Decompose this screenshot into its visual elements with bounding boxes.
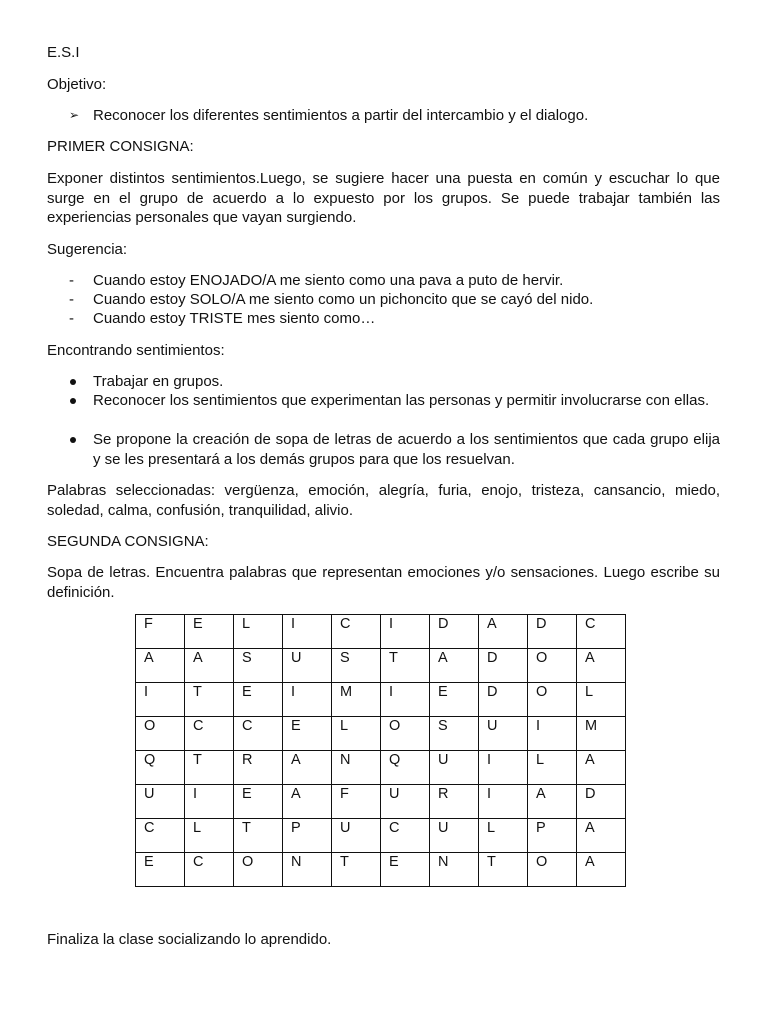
grid-cell: N [332, 751, 381, 785]
sugerencia-item [47, 271, 720, 291]
grid-cell: C [136, 819, 185, 853]
grid-cell: I [479, 751, 528, 785]
grid-cell: O [136, 717, 185, 751]
grid-cell: E [136, 853, 185, 887]
grid-cell: D [430, 615, 479, 649]
grid-row [136, 785, 626, 819]
dash-bullet-icon: - [69, 291, 74, 308]
grid-cell: O [381, 717, 430, 751]
grid-row [136, 649, 626, 683]
grid-cell: I [283, 615, 332, 649]
grid-cell: O [528, 649, 577, 683]
grid-cell: C [185, 717, 234, 751]
grid-cell: A [577, 819, 626, 853]
closing-text: Finaliza la clase socializando lo aprendido. [47, 931, 332, 948]
grid-cell: S [234, 649, 283, 683]
grid-cell: N [430, 853, 479, 887]
grid-cell: A [479, 615, 528, 649]
grid-cell: U [430, 751, 479, 785]
grid-cell: A [577, 751, 626, 785]
grid-cell: F [332, 785, 381, 819]
sugerencia-item-text: Cuando estoy SOLO/A me siento como un pichoncito que se cayó del nido. [93, 291, 594, 308]
grid-cell: E [381, 853, 430, 887]
grid-cell: C [577, 615, 626, 649]
grid-cell: A [528, 785, 577, 819]
grid-cell: S [430, 717, 479, 751]
grid-cell: S [332, 649, 381, 683]
grid-cell: U [479, 717, 528, 751]
grid-cell: L [185, 819, 234, 853]
grid-cell: A [136, 649, 185, 683]
grid-cell: O [528, 853, 577, 887]
grid-cell: E [283, 717, 332, 751]
grid-cell: L [528, 751, 577, 785]
grid-cell: I [136, 683, 185, 717]
sugerencia-item [47, 290, 720, 310]
primer-consigna-heading: PRIMER CONSIGNA: [47, 138, 194, 155]
encontrando-item-text: Trabajar en grupos. [93, 373, 224, 390]
grid-cell: E [234, 683, 283, 717]
encontrando-item-text: Reconocer los sentimientos que experimentan las personas y permitir involucrarse con ellas. [93, 392, 710, 409]
grid-cell: Q [136, 751, 185, 785]
grid-row [136, 819, 626, 853]
grid-cell: Q [381, 751, 430, 785]
grid-cell: O [528, 683, 577, 717]
grid-cell: U [381, 785, 430, 819]
segunda-consigna-text: Sopa de letras. Encuentra palabras que representan emociones y/o sensaciones. Luego escribe su definición. [47, 564, 720, 601]
grid-cell: D [577, 785, 626, 819]
primer-consigna-text: Exponer distintos sentimientos.Luego, se sugiere hacer una puesta en común y escuchar lo que surge en el grupo de acuerdo a lo expuesto por los grupos. Se puede trabajar también las experiencias personales que vayan surgiendo. [47, 170, 720, 226]
grid-cell: E [430, 683, 479, 717]
grid-cell: D [479, 649, 528, 683]
sugerencia-item-text: Cuando estoy ENOJADO/A me siento como una pava a puto de hervir. [93, 272, 564, 289]
grid-row [136, 751, 626, 785]
grid-row [136, 615, 626, 649]
document-title: E.S.I [47, 44, 80, 61]
segunda-consigna-heading: SEGUNDA CONSIGNA: [47, 533, 209, 550]
grid-cell: O [234, 853, 283, 887]
encontrando-item-text: Se propone la creación de sopa de letras de acuerdo a los sentimientos que cada grupo elija y se les presentará a los demás grupos para que los resuelvan. [93, 431, 720, 468]
grid-cell: L [479, 819, 528, 853]
grid-cell: F [136, 615, 185, 649]
grid-cell: P [283, 819, 332, 853]
grid-cell: D [528, 615, 577, 649]
grid-cell: I [381, 683, 430, 717]
grid-cell: U [332, 819, 381, 853]
grid-cell: M [332, 683, 381, 717]
objetivo-item [47, 106, 720, 126]
grid-cell: E [234, 785, 283, 819]
grid-cell: T [185, 683, 234, 717]
dot-bullet-icon [70, 437, 76, 443]
grid-cell: T [381, 649, 430, 683]
grid-cell: I [185, 785, 234, 819]
grid-cell: C [185, 853, 234, 887]
grid-cell: C [332, 615, 381, 649]
grid-cell: A [577, 853, 626, 887]
grid-cell: U [136, 785, 185, 819]
grid-cell: M [577, 717, 626, 751]
grid-cell: A [283, 751, 332, 785]
encontrando-item [47, 391, 720, 411]
encontrando-label: Encontrando sentimientos: [47, 342, 225, 359]
grid-cell: I [283, 683, 332, 717]
dot-bullet-icon [70, 379, 76, 385]
grid-cell: I [479, 785, 528, 819]
grid-cell: U [283, 649, 332, 683]
grid-cell: E [185, 615, 234, 649]
grid-cell: C [234, 717, 283, 751]
word-search-grid [135, 614, 626, 887]
grid-cell: T [234, 819, 283, 853]
sugerencia-label: Sugerencia: [47, 241, 128, 258]
grid-cell: R [430, 785, 479, 819]
grid-cell: T [479, 853, 528, 887]
dot-bullet-icon [70, 398, 76, 404]
arrow-bullet-icon: ➢ [69, 108, 80, 122]
encontrando-item [47, 372, 720, 392]
grid-row [136, 683, 626, 717]
grid-cell: A [283, 785, 332, 819]
grid-cell: A [185, 649, 234, 683]
grid-cell: L [234, 615, 283, 649]
grid-cell: L [577, 683, 626, 717]
grid-cell: D [479, 683, 528, 717]
encontrando-item [47, 430, 720, 469]
sugerencia-item [47, 309, 720, 329]
grid-cell: I [528, 717, 577, 751]
objetivo-label: Objetivo: [47, 76, 107, 93]
sugerencia-item-text: Cuando estoy TRISTE mes siento como… [93, 310, 376, 327]
grid-row [136, 853, 626, 887]
grid-cell: L [332, 717, 381, 751]
grid-row [136, 717, 626, 751]
palabras-seleccionadas: Palabras seleccionadas: vergüenza, emoción, alegría, furia, enojo, tristeza, cansancio, miedo, soledad, calma, confusión, tranquilidad, alivio. [47, 482, 720, 519]
grid-cell: N [283, 853, 332, 887]
grid-cell: R [234, 751, 283, 785]
grid-cell: T [332, 853, 381, 887]
grid-cell: C [381, 819, 430, 853]
grid-cell: U [430, 819, 479, 853]
grid-cell: A [430, 649, 479, 683]
grid-cell: I [381, 615, 430, 649]
grid-cell: T [185, 751, 234, 785]
grid-cell: A [577, 649, 626, 683]
grid-cell: P [528, 819, 577, 853]
objetivo-item-text: Reconocer los diferentes sentimientos a partir del intercambio y el dialogo. [93, 107, 589, 124]
dash-bullet-icon: - [69, 272, 74, 289]
dash-bullet-icon: - [69, 310, 74, 327]
